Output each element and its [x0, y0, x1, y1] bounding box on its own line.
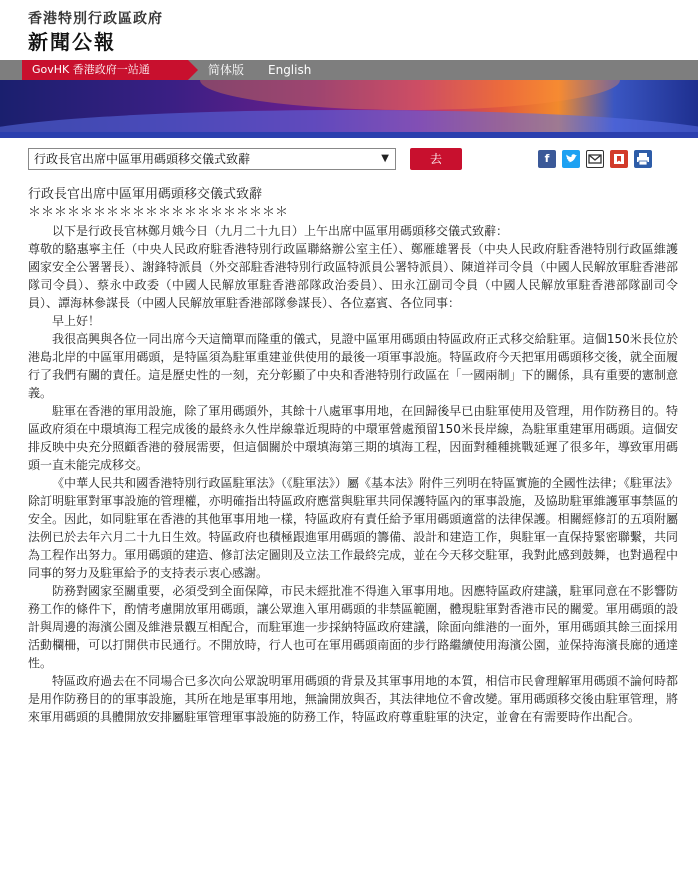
selected-article-title: 行政長官出席中區軍用碼頭移交儀式致辭: [34, 152, 251, 166]
press-releases-title[interactable]: 新聞公報: [28, 30, 116, 54]
article-paragraph-4: 防務對國家至關重要，必須受到全面保障，市民未經批准不得進入軍事用地。因應特區政府建議，駐軍同意在不影響防務工作的條件下，酌情考慮開放軍用碼頭，讓公眾進入軍用碼頭的非禁區範圍，體現駐軍對香港市民的關愛。軍用碼頭的設計與周邊的海濱公園及維港景觀互相配合，而駐軍進一步採納特區政府建議，除面向維港的一面外，軍用碼頭其餘三面採用活動欄柵，可以打開供市民通行。不開放時，行人也可在軍用碼頭南面的步行路繼續使用海濱公園，並保持海濱長廊的通達性。: [28, 584, 678, 670]
article-toolbar: [28, 148, 678, 172]
print-icon[interactable]: [634, 150, 652, 168]
article-paragraph-2: 駐軍在香港的軍用設施，除了軍用碼頭外，其餘十八處軍事用地，在回歸後早已由駐軍使用及管理，用作防務目的。特區政府須在中環填海工程完成後的最終永久性岸線靠近現時的中環軍營處預留150米長岸線，為駐軍重建軍用碼頭。這個安排反映中央充分照顧香港的發展需要，但這個關於中環填海第三期的填海工程，因面對種種挑戰延遲了很多年，導致軍用碼頭一直未能完成移交。: [28, 404, 678, 472]
article-paragraph-3: 《中華人民共和國香港特別行政區駐軍法》（《駐軍法》）屬《基本法》附件三列明在特區實施的全國性法律；《駐軍法》除訂明駐軍對軍事設施的管理權，亦明確指出特區政府應當與駐軍共同保護特區內的軍事設施，及協助駐軍維護軍事禁區的安全。因此，如同駐軍在香港的其他軍事用地一樣，特區政府有責任給予軍用碼頭適當的法律保護。相關經修訂的五項附屬法例已於去年六月二十九日生效。特區政府也積極跟進軍用碼頭的籌備、設計和建造工作，與駐軍一直保持緊密聯繫，共同為工程作出努力。軍用碼頭的建造、修訂法定圖則及立法工作最終完成，並在今天移交駐軍，我對此感到鼓舞，也對過程中同事的努力及駐軍給予的支持表示衷心感謝。: [28, 476, 678, 580]
govhk-link[interactable]: GovHK 香港政府一站通: [22, 60, 188, 80]
facebook-icon[interactable]: f: [538, 150, 556, 168]
simplified-chinese-link[interactable]: 简体版: [208, 63, 245, 77]
article-intro: 以下是行政長官林鄭月娥今日（九月二十九日）上午出席中區軍用碼頭移交儀式致辭：: [52, 224, 509, 238]
english-link[interactable]: English: [268, 63, 312, 77]
email-icon[interactable]: [586, 150, 604, 168]
article-title: 行政長官出席中區軍用碼頭移交儀式致辭: [28, 187, 263, 202]
article-paragraph-1: 我很高興與各位一同出席今天這簡單而隆重的儀式，見證中區軍用碼頭由特區政府正式移交給駐軍。這個150米長位於港島北岸的中區軍用碼頭，是特區須為駐軍重建並供使用的最後一項軍事設施。特區政府今天把軍用碼頭移交後，就全面履行了我們有關的責任。這是歷史性的一刻，充分彰顯了中央和香港特別行政區在「一國兩制」下的關係，具有重要的憲制意義。: [28, 332, 678, 400]
article-select-dropdown[interactable]: [28, 148, 396, 170]
bookmark-icon[interactable]: [610, 150, 628, 168]
title-divider: ＊＊＊＊＊＊＊＊＊＊＊＊＊＊＊＊＊＊＊＊: [28, 205, 289, 220]
article-paragraph-5: 特區政府過去在不同場合已多次向公眾說明軍用碼頭的背景及其軍事用地的本質，相信市民會理解軍用碼頭不論何時都是用作防務目的的軍事設施，其所在地是軍事用地，無論開放與否，其法律地位不會改變。軍用碼頭移交後由駐軍管理，將來軍用碼頭的具體開放安排屬駐軍管理軍事設施的防務工作，特區政府尊重駐軍的決定，並會在有需要時作出配合。: [28, 674, 678, 724]
article-salutation: 尊敬的駱惠寧主任（中央人民政府駐香港特別行政區聯絡辦公室主任）、鄭雁雄署長（中央人民政府駐香港特別行政區維護國家安全公署署長）、謝鋒特派員（外交部駐香港特別行政區特派員公署特派員）、陳道祥司令員（中國人民解放軍駐香港部隊司令員）、蔡永中政委（中國人民解放軍駐香港部隊政治委員）、田永江副司令員（中國人民解放軍駐香港部隊副司令員）、譚海林參謀長（中國人民解放軍駐香港部隊參謀長）、各位嘉賓、各位同事：: [28, 242, 678, 310]
article-greeting: 早上好！: [52, 314, 101, 328]
twitter-icon[interactable]: [562, 150, 580, 168]
top-navigation-bar: [0, 60, 698, 80]
dropdown-arrow-icon: ▼: [381, 153, 389, 164]
government-name: 香港特別行政區政府: [28, 11, 163, 27]
decorative-banner: [0, 80, 698, 138]
site-header: [0, 0, 698, 60]
go-button[interactable]: 去: [410, 148, 462, 170]
press-release-article: [28, 186, 678, 726]
